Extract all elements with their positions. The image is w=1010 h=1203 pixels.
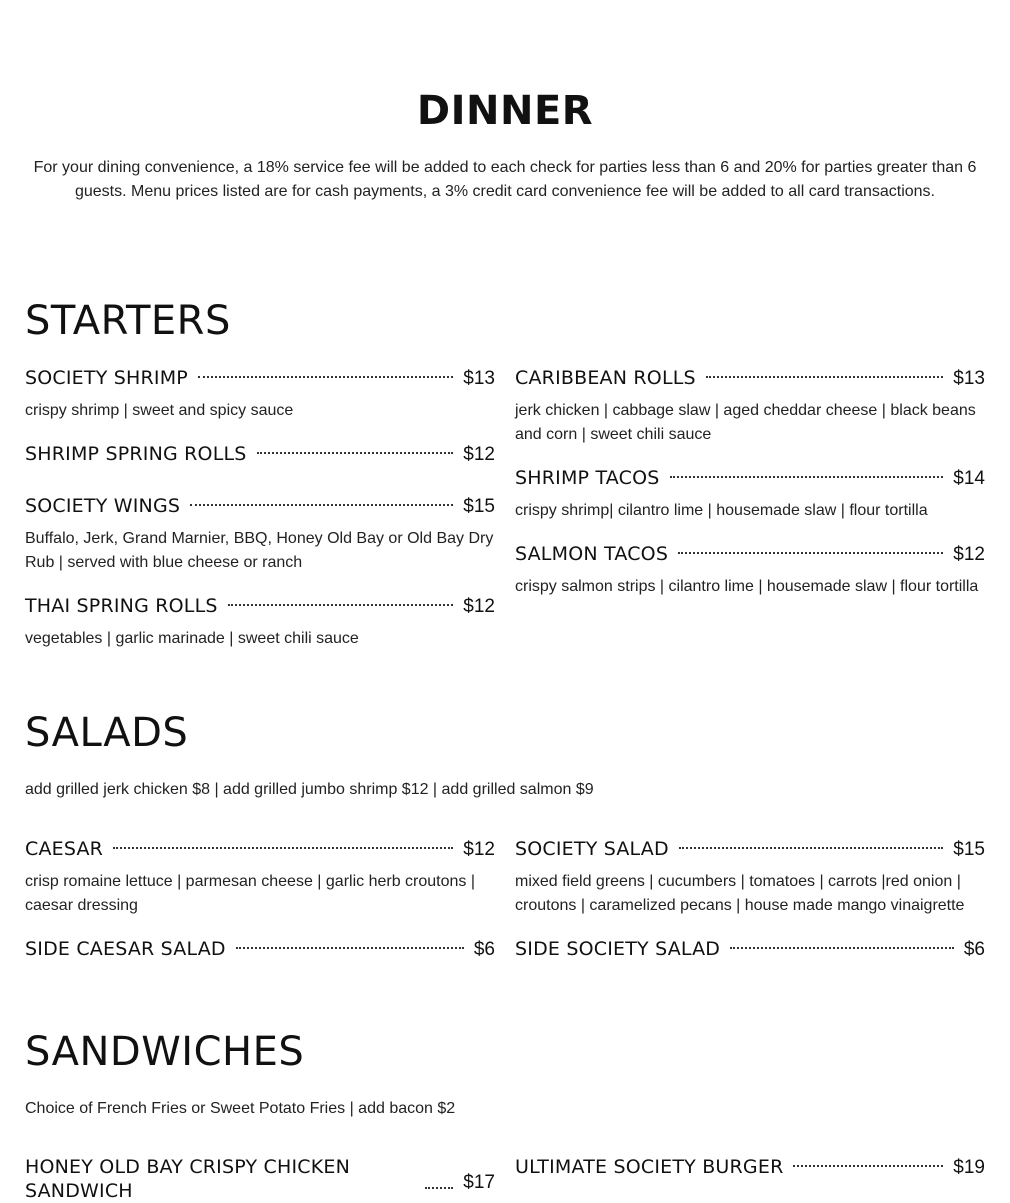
item-name: SOCIETY WINGS bbox=[25, 495, 181, 517]
dot-leader bbox=[236, 947, 464, 949]
item-description: crisp romaine lettuce | parmesan cheese | garlic herb croutons | caesar dressing bbox=[25, 873, 476, 914]
item-name: SALMON TACOS bbox=[515, 543, 669, 565]
sandwiches-sides-note: Choice of French Fries or Sweet Potato Fries | add bacon $2 bbox=[25, 1100, 456, 1117]
section-heading-salads: SALADS bbox=[25, 710, 189, 756]
item-description: crispy shrimp| cilantro lime | housemade slaw | flour tortilla bbox=[515, 502, 928, 519]
item-price: $14 bbox=[953, 468, 985, 489]
dot-leader bbox=[678, 552, 943, 554]
item-price: $13 bbox=[953, 368, 985, 389]
menu-item-caesar bbox=[25, 837, 495, 918]
dot-leader bbox=[113, 847, 453, 849]
item-name: SIDE SOCIETY SALAD bbox=[515, 938, 721, 960]
item-price: $13 bbox=[463, 368, 495, 389]
item-name: SOCIETY SHRIMP bbox=[25, 367, 188, 389]
menu-item-shrimp-tacos bbox=[515, 466, 985, 523]
menu-item-society-shrimp bbox=[25, 366, 495, 423]
item-description: crispy shrimp | sweet and spicy sauce bbox=[25, 402, 294, 419]
dot-leader bbox=[425, 1187, 453, 1189]
item-description: jerk chicken | cabbage slaw | aged cheddar cheese | black beans and corn | sweet chili sauce bbox=[515, 402, 976, 443]
item-description: vegetables | garlic marinade | sweet chili sauce bbox=[25, 630, 359, 647]
item-price: $19 bbox=[953, 1157, 985, 1178]
menu-item-caribbean-rolls bbox=[515, 366, 985, 447]
menu-item-society-salad bbox=[515, 837, 985, 918]
menu-item-society-wings bbox=[25, 494, 495, 575]
dot-leader bbox=[198, 376, 453, 378]
item-name: CARIBBEAN ROLLS bbox=[515, 367, 696, 389]
item-price: $12 bbox=[953, 544, 985, 565]
dot-leader bbox=[257, 452, 454, 454]
item-name: HONEY OLD BAY CRISPY CHICKEN SANDWICH bbox=[25, 1156, 351, 1202]
item-name: CAESAR bbox=[25, 838, 104, 860]
menu-item-thai-spring-rolls bbox=[25, 594, 495, 651]
item-price: $12 bbox=[463, 839, 495, 860]
section-heading-starters: STARTERS bbox=[25, 298, 231, 344]
item-name: SHRIMP SPRING ROLLS bbox=[25, 443, 247, 465]
menu-item-shrimp-spring-rolls bbox=[25, 442, 495, 467]
item-price: $12 bbox=[463, 444, 495, 465]
item-price: $15 bbox=[953, 839, 985, 860]
item-name: SHRIMP TACOS bbox=[515, 467, 660, 489]
item-name: ULTIMATE SOCIETY BURGER bbox=[515, 1156, 784, 1178]
item-description: crispy salmon strips | cilantro lime | housemade slaw | flour tortilla bbox=[515, 578, 979, 595]
dot-leader bbox=[190, 504, 453, 506]
salads-add-ons-note: add grilled jerk chicken $8 | add grilled jumbo shrimp $12 | add grilled salmon $9 bbox=[25, 781, 594, 798]
menu-item-ultimate-society-burger bbox=[515, 1155, 985, 1180]
item-name: SIDE CAESAR SALAD bbox=[25, 938, 226, 960]
service-fee-notice: For your dining convenience, a 18% service fee will be added to each check for parties less than 6 and 20% for parties greater than 6 guests. Menu prices listed are for cash payments, a 3% credit card convenience fee will be added to all card transactions. bbox=[33, 159, 977, 200]
dot-leader bbox=[706, 376, 944, 378]
page-title: DINNER bbox=[416, 88, 594, 134]
item-description: mixed field greens | cucumbers | tomatoes | carrots |red onion | croutons | caramelized pecans | house made mango vinaigrette bbox=[515, 873, 965, 914]
dot-leader bbox=[730, 947, 954, 949]
section-heading-sandwiches: SANDWICHES bbox=[25, 1029, 305, 1075]
item-price: $17 bbox=[463, 1172, 495, 1193]
dot-leader bbox=[670, 476, 944, 478]
dot-leader bbox=[228, 604, 454, 606]
menu-item-salmon-tacos bbox=[515, 542, 985, 599]
item-description: Buffalo, Jerk, Grand Marnier, BBQ, Honey Old Bay or Old Bay Dry Rub | served with blue cheese or ranch bbox=[25, 530, 494, 571]
item-price: $12 bbox=[463, 596, 495, 617]
menu-item-side-caesar-salad bbox=[25, 937, 495, 962]
dot-leader bbox=[793, 1165, 943, 1167]
item-price: $6 bbox=[473, 939, 495, 960]
item-price: $15 bbox=[463, 496, 495, 517]
dot-leader bbox=[679, 847, 943, 849]
item-name: THAI SPRING ROLLS bbox=[25, 595, 218, 617]
menu-item-side-society-salad bbox=[515, 937, 985, 962]
item-price: $6 bbox=[963, 939, 985, 960]
item-name: SOCIETY SALAD bbox=[515, 838, 669, 860]
menu-item-honey-old-bay-crispy-chicken-sandwich bbox=[25, 1155, 495, 1203]
